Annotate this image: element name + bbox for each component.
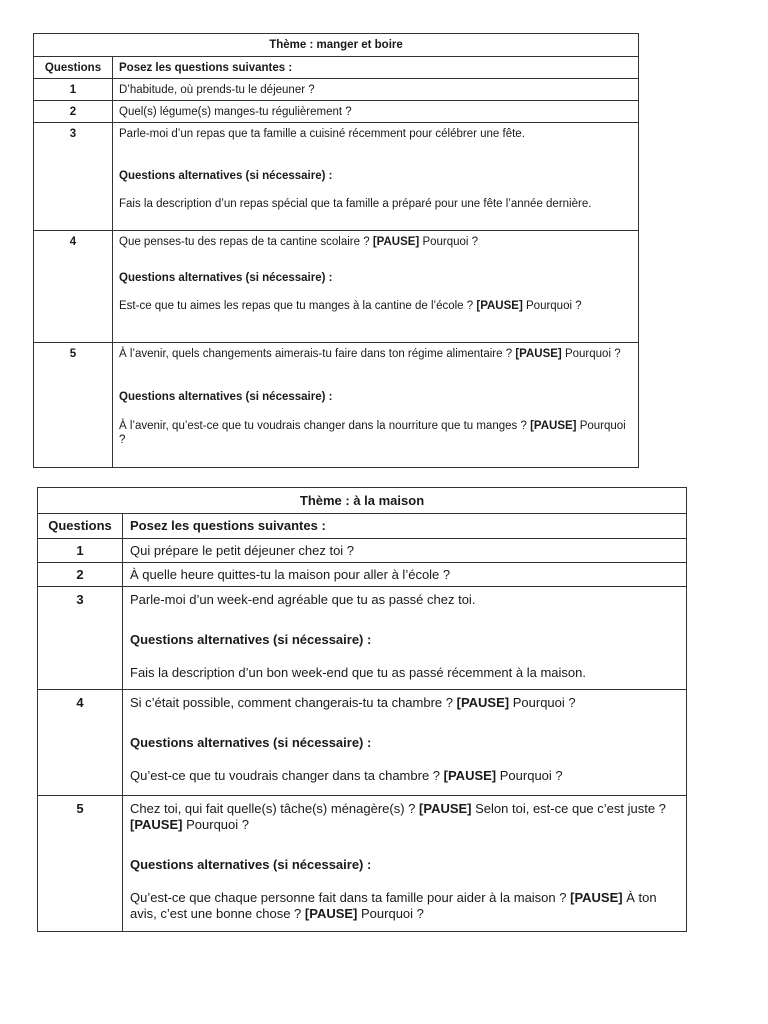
pause-marker: [PAUSE] [530,420,577,432]
table-row [38,587,687,690]
alternative-label: Questions alternatives (si nécessaire) : [119,170,333,182]
question-number: 1 [34,79,113,101]
table-row [38,539,687,563]
column-header-prompt: Posez les questions suivantes : [113,57,639,79]
pause-marker: [PAUSE] [419,801,472,816]
table-title: Thème : manger et boire [34,34,639,57]
alternative-question: Est-ce que tu aimes les repas que tu manges à la cantine de l’école ? [PAUSE] Pourquoi ? [119,300,582,312]
pause-marker: [PAUSE] [515,348,562,360]
column-header-prompt: Posez les questions suivantes : [123,514,687,539]
question-number: 3 [34,123,113,231]
pause-marker: [PAUSE] [476,300,523,312]
question-text: À l’avenir, quels changements aimerais-tu faire dans ton régime alimentaire ? [PAUSE] Pourquoi ? [119,348,621,360]
table-row [34,231,639,343]
alternative-question: Qu’est-ce que tu voudrais changer dans ta chambre ? [PAUSE] Pourquoi ? [130,768,563,783]
question-text: À quelle heure quittes-tu la maison pour aller à l’école ? [123,563,687,587]
table-title: Thème : à la maison [38,488,687,514]
alternative-question: Qu’est-ce que chaque personne fait dans ta famille pour aider à la maison ? [PAUSE] À ton avis, c’est une bonne chose ? [PAUSE] Pourquoi ? [130,890,657,921]
question-number: 5 [34,343,113,468]
question-number: 5 [38,796,123,932]
question-text: Que penses-tu des repas de ta cantine scolaire ? [PAUSE] Pourquoi ? [119,236,479,248]
question-number: 3 [38,587,123,690]
pause-marker: [PAUSE] [130,817,183,832]
alternative-label: Questions alternatives (si nécessaire) : [130,735,372,750]
question-text: Parle-moi d’un repas que ta famille a cuisiné récemment pour célébrer une fête. [119,128,525,140]
question-number: 2 [34,101,113,123]
alternative-label: Questions alternatives (si nécessaire) : [130,857,372,872]
question-text: D’habitude, où prends-tu le déjeuner ? [113,79,639,101]
table-row [38,563,687,587]
column-header-questions: Questions [38,514,123,539]
question-text: Si c’était possible, comment changerais-tu ta chambre ? [PAUSE] Pourquoi ? [130,695,576,710]
question-number: 1 [38,539,123,563]
table-row [34,343,639,468]
question-text: Chez toi, qui fait quelle(s) tâche(s) ménagère(s) ? [PAUSE] Selon toi, est-ce que c’est juste ? [PAUSE] Pourquoi ? [130,801,666,832]
question-text: Qui prépare le petit déjeuner chez toi ? [123,539,687,563]
question-number: 4 [34,231,113,343]
alternative-label: Questions alternatives (si nécessaire) : [119,391,333,403]
alternative-label: Questions alternatives (si nécessaire) : [130,632,372,647]
pause-marker: [PAUSE] [372,236,420,248]
question-text: Parle-moi d’un week-end agréable que tu as passé chez toi. [130,592,476,607]
alternative-label: Questions alternatives (si nécessaire) : [119,272,333,284]
question-number: 4 [38,690,123,796]
table-row [34,79,639,101]
column-header-questions: Questions [34,57,113,79]
pause-marker: [PAUSE] [443,768,497,783]
table-row [38,690,687,796]
pause-marker: [PAUSE] [456,695,510,710]
table-a-la-maison [37,487,687,932]
alternative-question: À l’avenir, qu’est-ce que tu voudrais changer dans la nourriture que tu manges ? [PAUSE] Pourquoi ? [119,420,626,446]
question-text: Quel(s) légume(s) manges-tu régulièrement ? [113,101,639,123]
alternative-question: Fais la description d’un repas spécial que ta famille a préparé pour une fête l’année dernière. [119,198,592,210]
question-number: 2 [38,563,123,587]
table-manger-et-boire [33,33,639,468]
table-row [34,101,639,123]
pause-marker: [PAUSE] [304,906,358,921]
table-row [38,796,687,932]
table-row [34,123,639,231]
pause-marker: [PAUSE] [570,890,623,905]
alternative-question: Fais la description d’un bon week-end que tu as passé récemment à la maison. [130,665,586,680]
